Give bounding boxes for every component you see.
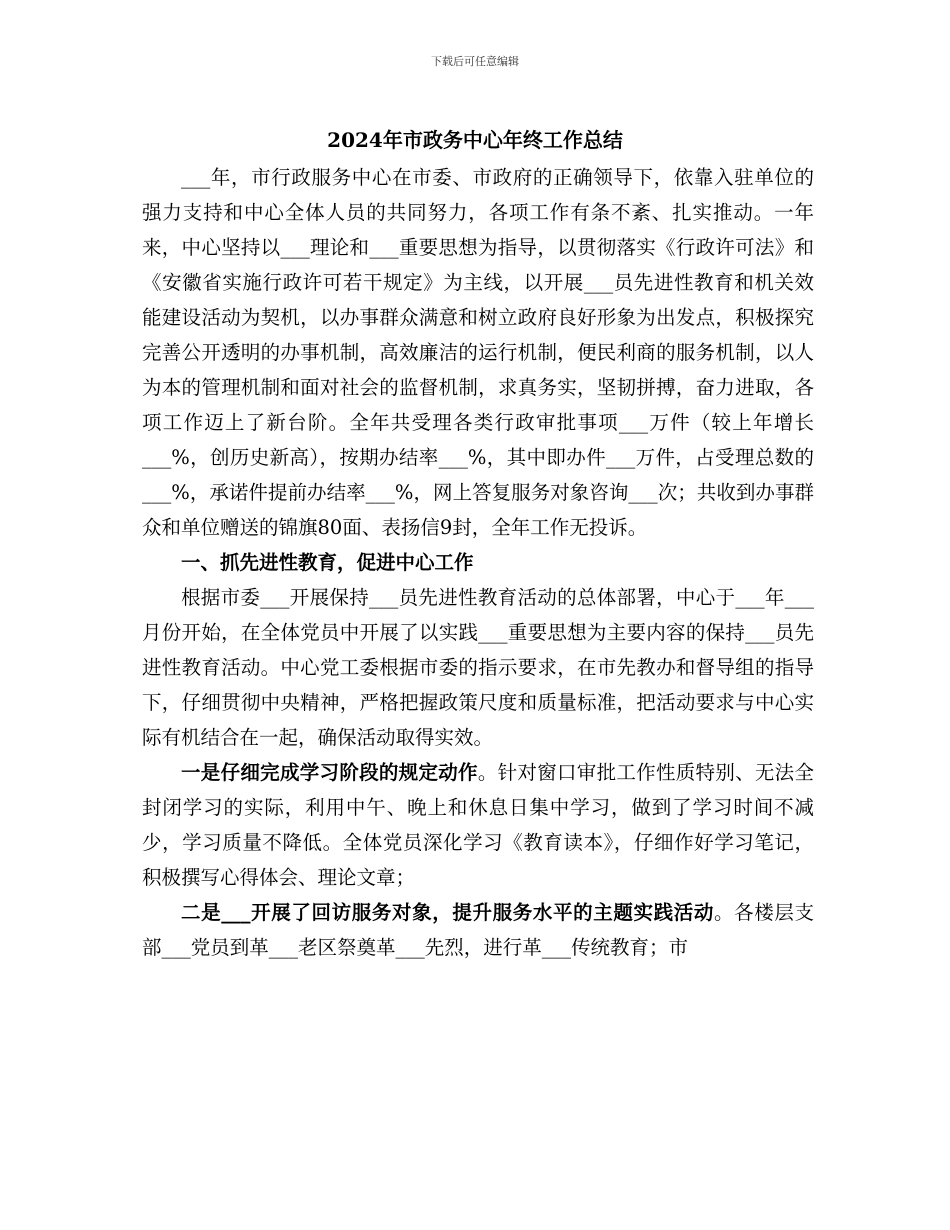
intro-paragraph: ___年，市行政服务中心在市委、市政府的正确领导下，依靠入驻单位的强力支持和中心全体人员的共同努力，各项工作有条不紊、扎实推动。一年来，中心坚持以___理论和___重要思想为指导，以贯彻落实《行政许可法》和《安徽省实施行政许可若干规定》为主线，以开展___员先进性教育和机关效能建设活动为契机，以办事群众满意和树立政府良好形象为出发点，积极探究完善公开透明的办事机制，高效廉洁的运行机制，便民利商的服务机制，以人为本的管理机制和面对社会的监督机制，求真务实，坚韧拼搏，奋力进取，各项工作迈上了新台阶。全年共受理各类行政审批事项___万件（较上年增长___%，创历史新高），按期办结率___%，其中即办件___万件，占受理总数的___%，承诺件提前办结率___%，网上答复服务对象咨询___次；共收到办事群众和单位赠送的锦旗80面、表扬信9封，全年工作无投诉。 bbox=[142, 166, 814, 539]
page-header-note: 下载后可任意编辑 bbox=[431, 55, 519, 68]
item-text-2: 。各楼层支部___党员到革___老区祭奠革___先烈，进行革___传统教育；市 bbox=[142, 901, 814, 959]
item-text-1: 。针对窗口审批工作性质特别、无法全封闭学习的实际，利用中午、晚上和休息日集中学习，做到了学习时间不减少，学习质量不降低。全体党员深化学习《教育读本》，仔细作好学习笔记，积极撰写心得体会、理论文章； bbox=[142, 761, 814, 889]
document-body bbox=[142, 160, 814, 965]
item-paragraph-2 bbox=[142, 895, 814, 965]
item-paragraph-1 bbox=[142, 755, 814, 895]
document-title: 2024年市政务中心年终工作总结 bbox=[327, 128, 623, 152]
item-lead-2: 二是___开展了回访服务对象，提升服务水平的主题实践活动 bbox=[181, 901, 714, 924]
item-lead-1: 一是仔细完成学习阶段的规定动作 bbox=[181, 761, 478, 784]
section-heading: 一、抓先进性教育，促进中心工作 bbox=[181, 551, 474, 574]
section-paragraph: 根据市委___开展保持___员先进性教育活动的总体部署，中心于___年___月份开始，在全体党员中开展了以实践___重要思想为主要内容的保持___员先进性教育活动。中心党工委根据市委的指示要求，在市先教办和督导组的指导下，仔细贯彻中央精神，严格把握政策尺度和质量标准，把活动要求与中心实际有机结合在一起，确保活动取得实效。 bbox=[142, 586, 814, 749]
